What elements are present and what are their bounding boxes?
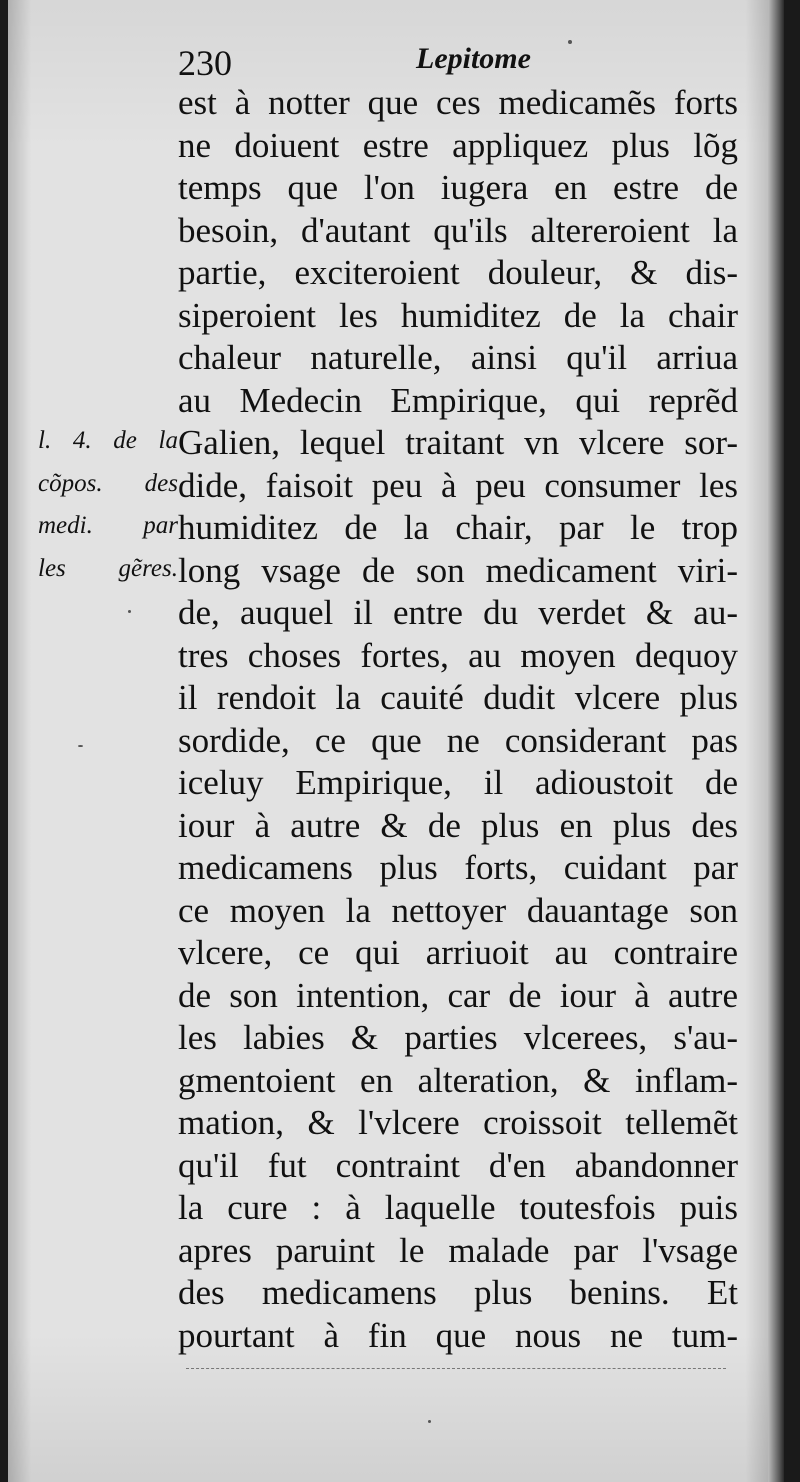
text-line: pourtant à fin que nous ne tum- (178, 1315, 738, 1355)
text-line: long vsage de son medicament viri- (178, 550, 738, 590)
text-line: chaleur naturelle, ainsi qu'il arriua (178, 338, 738, 377)
text-line: iceluy Empirique, il adioustoit de (178, 763, 738, 802)
show-through-rule (186, 1368, 726, 1369)
text-line: ce moyen la nettoyer dauantage son (178, 890, 738, 930)
text-line: apres paruint le malade par l'vsage (178, 1230, 738, 1270)
text-line: partie, exciteroient douleur, & dis- (178, 253, 738, 292)
margin-note (38, 420, 178, 590)
text-line: dide, faisoit peu à peu consumer les (178, 465, 738, 505)
text-line: siperoient les humiditez de la chair (178, 295, 738, 335)
text-line: il rendoit la cauité dudit vlcere plus (178, 678, 738, 717)
text-line: Galien, lequel traitant vn vlcere sor- (178, 423, 738, 462)
text-line: est à notter que ces medicamẽs forts (178, 83, 738, 122)
page-number: 230 (178, 43, 232, 83)
text-line: ne doiuent estre appliquez plus lõg (178, 125, 738, 165)
margin-note-line: l. 4. de la (38, 427, 178, 454)
text-line: mation, & l'vlcere croissoit tellemẽt (178, 1103, 738, 1142)
text-line: la cure : à laquelle toutesfois puis (178, 1188, 738, 1227)
body-text (178, 82, 738, 1357)
page-edge-shadow (768, 0, 784, 1482)
margin-note-line: medi. par (38, 512, 178, 539)
text-line: au Medecin Empirique, qui reprẽd (178, 380, 738, 420)
text-line: gmentoient en alteration, & inflam- (178, 1060, 738, 1100)
text-line: temps que l'on iugera en estre de (178, 168, 738, 207)
text-line: besoin, d'autant qu'ils altereroient la (178, 210, 738, 250)
text-line: de, auquel il entre du verdet & au- (178, 593, 738, 632)
running-head: Lepitome (416, 42, 531, 75)
margin-note-line: cõpos. des (38, 469, 178, 497)
text-line: humiditez de la chair, par le trop (178, 508, 738, 547)
margin-note-line: les gẽres. (38, 554, 178, 582)
text-line: sordide, ce que ne considerant pas (178, 720, 738, 760)
text-line: vlcere, ce qui arriuoit au contraire (178, 933, 738, 972)
text-line: iour à autre & de plus en plus des (178, 805, 738, 845)
page-header (174, 38, 734, 86)
book-page (8, 0, 784, 1482)
text-line: medicamens plus forts, cuidant par (178, 848, 738, 887)
text-line: qu'il fut contraint d'en abandonner (178, 1145, 738, 1185)
text-line: des medicamens plus benins. Et (178, 1273, 738, 1312)
text-line: les labies & parties vlcerees, s'au- (178, 1018, 738, 1057)
text-line: tres choses fortes, au moyen dequoy (178, 635, 738, 675)
text-line: de son intention, car de iour à autre (178, 975, 738, 1015)
